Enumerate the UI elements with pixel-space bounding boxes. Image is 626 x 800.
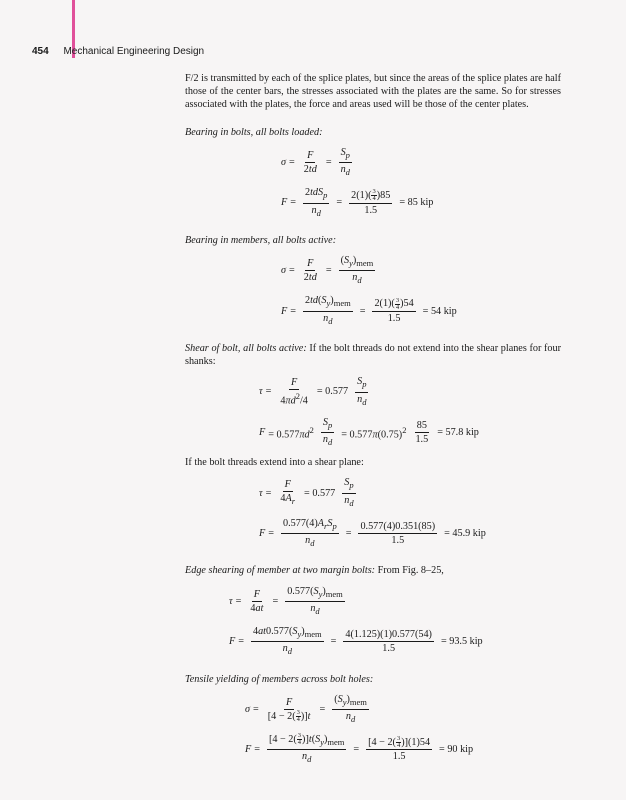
equation-force-bolts: F = $\frac{2tdS_p}{n_d}$ = 2(1)( $\frac{3}{4}$ )85 1.5 = 85 kip — [281, 187, 434, 218]
page-content — [185, 72, 561, 774]
equation-force-tensile: F = [4 − 2( $\frac{3}{4}$ )]$t(S_y)_{mem}$ $n_d$ = [4 − 2( $\frac{3}{4}$ )](1)54 1.5 = 90 kip — [245, 732, 474, 765]
equation-sigma-members: σ = $\frac{F}{2td}$ = $\frac{(S_y)_{mem}}{n_d}$ — [281, 254, 374, 286]
page-header — [32, 46, 204, 57]
equation-force-shanks: F = $0.577\pi d^2$ $\frac{S_p}{n_d}$ = $0.577\pi(0.75)^2$ $\frac{85}{1.5}$ = 57.8 kip — [259, 416, 479, 448]
result-90-kip: = 90 kip — [439, 744, 474, 756]
shear-bolt-heading: Shear of bolt, all bolts active: — [185, 342, 307, 354]
page-number: 454 — [32, 46, 49, 57]
edge-shearing-text: From Fig. 8–25, — [375, 565, 444, 577]
equation-tau-threads: τ = $\frac{F}{4A_r}$ = 0.577 $\frac{S_p}{n_d}$ — [259, 477, 354, 508]
equation-tau-edge: τ = $\frac{F}{4at}$ = $\frac{0.577(S_y)_{mem}}{n_d}$ — [229, 585, 343, 616]
result-93-5-kip: = 93.5 kip — [440, 636, 483, 648]
section-shear-bolt — [185, 342, 561, 368]
result-57-8-kip: = 57.8 kip — [437, 426, 479, 438]
equation-sigma-tensile: σ = F [4 − 2( $\frac{3}{4}$ )]t = $\frac{(S_y)_{mem}}{n_d}$ — [245, 693, 367, 724]
running-title: Mechanical Engineering Design — [63, 46, 205, 57]
shear-bolt-text: If the bolt threads do not extend into the shear planes for four shanks: — [185, 342, 561, 368]
equation-force-threads: F = $\frac{0.577(4)A_rS_p}{n_d}$ = $\frac{0.577(4)0.351(85)}{1.5}$ = 45.9 kip — [259, 517, 486, 549]
section-bearing-bolts: Bearing in bolts, all bolts loaded: — [185, 126, 323, 138]
section-edge-shearing — [185, 564, 561, 577]
edge-shearing-heading: Edge shearing of member at two margin bolts: — [185, 565, 376, 577]
result-54-kip: = 54 kip — [422, 305, 457, 317]
equation-tau-shanks: τ = $\frac{F}{4\pi d^2/4}$ = 0.577 $\frac{S_p}{n_d}$ — [259, 376, 367, 407]
equation-sigma-bolts: σ = $\frac{F}{2td}$ = $\frac{S_p}{n_d}$ — [281, 146, 350, 178]
section-tensile-yielding: Tensile yielding of members across bolt holes: — [185, 673, 374, 685]
result-45-9-kip: = 45.9 kip — [444, 528, 486, 540]
result-85-kip: = 85 kip — [399, 197, 434, 209]
equation-force-members: F = $\frac{2td(S_y)_{mem}}{n_d}$ = 2(1)( $\frac{3}{4}$ )54 1.5 = 54 kip — [281, 295, 457, 326]
equation-force-edge: F = $\frac{4at0.577(S_y)_{mem}}{n_d}$ = $\frac{4(1.125)(1)0.577(54)}{1.5}$ = 93.5 kip — [229, 626, 483, 657]
intro-paragraph: F/2 is transmitted by each of the splice plates, but since the areas of the splice plates are half those of the center bars, the stresses associated with the plates are the same. So for stresses associated with the plates, the force and areas used will be those of the center plates. — [185, 73, 561, 111]
section-bearing-members: Bearing in members, all bolts active: — [185, 234, 337, 246]
threads-extend-text: If the bolt threads extend into a shear plane: — [185, 457, 364, 469]
